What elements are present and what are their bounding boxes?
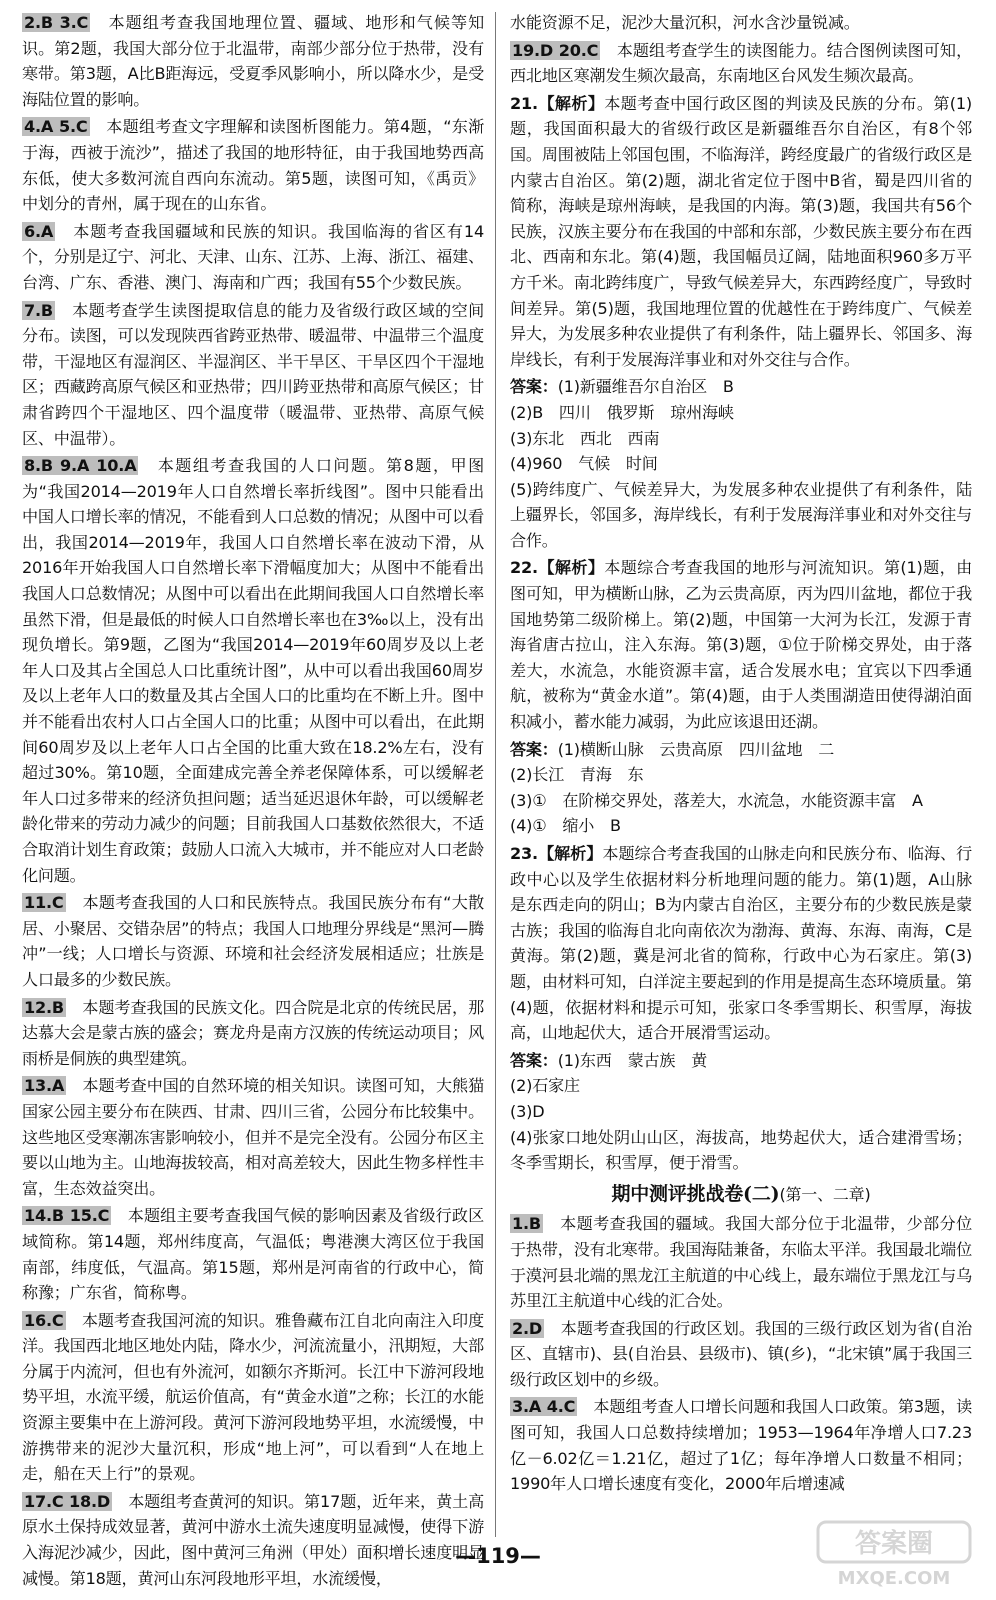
question-number: 19.D 20.C <box>512 40 599 60</box>
question-number: 14.B 15.C <box>24 1206 110 1226</box>
explanation-text: 本题组考查我国的人口问题。第8题，甲图为“我国2014—2019年人口自然增长率折线图”。图中只能看出中国人口增长率的情况，不能看到人口总数的情况；从图中可以看出，我国2014—2019年，我国人口自然增长率在波动下滑，从2016年开始我国人口自然增长率下滑幅度加大；从图中不能看出我国人口总数情况；从图中可以看出在此期间我国人口自然增长率虽然下滑，但是最低的时候人口自然增长率也在3‰以上，没有出现负增长。第9题，乙图为“我国2014—2019年60周岁及以上老年人口及其占全国总人口比重统计图”，从中可以看出我国60周岁及以上老年人口的数量及其占全国人口的比重均在不断上升。图中并不能看出农村人口占全国人口的比重；从图中可以看出，在此期间60周岁及以上老年人口占全国的比重大致在18.2%左右，没有超过30%。第10题，全面建成完善全养老保障体系，可以缓解老年人口过多带来的经济负担问题；适当延迟退休年龄，可以缓解老龄化带来的劳动力减少的问题；目前我国人口基数依然很大，不适合取消计划生育政策；鼓励人口流入大城市，并不能应对人口老龄化问题。 <box>22 456 484 885</box>
answer-line: (2)B 四川 俄罗斯 琼州海峡 <box>510 402 734 422</box>
answer-entry <box>22 114 484 216</box>
question-number: 12.B <box>24 997 64 1017</box>
answer-line: (2)长江 青海 东 <box>510 765 644 785</box>
answer-label: 答案： <box>510 1050 558 1070</box>
explanation-text: 本题组考查黄河的知识。第17题，近年来，黄土高原水土保持成效显著，黄河中游水土流失速度明显减慢，使得下游入海泥沙减少，因此，图中黄河三角洲（甲处）面积增长速度明显减慢。第18题，黄河山东河段地形平坦，水流缓慢， <box>22 1491 484 1588</box>
answer-label: 答案： <box>510 377 558 397</box>
answer-entry <box>510 1316 972 1393</box>
answer-entry <box>22 298 484 452</box>
answer-entry <box>510 1211 972 1313</box>
explanation-text: 本题组主要考查我国气候的影响因素及省级行政区域简称。第14题，郑州纬度高，气温低；粤港澳大湾区位于我国南部，纬度低，气温高。第15题，郑州是河南省的行政中心，简称豫；广东省，简称粤。 <box>22 1206 484 1303</box>
question-number: 7.B <box>24 300 53 320</box>
answer-line: (3)① 在阶梯交界处，落差大，水流急，水能资源丰富 A <box>510 790 923 810</box>
answer-entry <box>510 1394 972 1496</box>
answer-entry <box>510 841 972 1046</box>
explanation-text: 本题考查我国的民族文化。四合院是北京的传统民居，那达慕大会是蒙古族的盛会；赛龙舟是南方汉族的传统运动项目；风雨桥是侗族的典型建筑。 <box>22 997 484 1068</box>
question-number: 4.A 5.C <box>24 117 88 137</box>
page-number: —119— <box>455 1544 541 1568</box>
watermark-logo-icon <box>814 1518 974 1590</box>
explanation-text: 本题考查我国河流的知识。雅鲁藏布江自北向南注入印度洋。我国西北地区地处内陆，降水少，河流流量小，汛期短，大部分属于内流河，但也有外流河，如额尔齐斯河。长江中下游河段地势平坦，水流平缓，航运价值高，有“黄金水道”之称；长江的水能资源主要集中在上游河段。黄河下游河段地势平坦，水流缓慢，中游携带来的泥沙大量沉积，形成“地上河”，可以看到“人在地上走，船在天上行”的景观。 <box>22 1310 484 1484</box>
explanation-text: 本题组考查文字理解和读图析图能力。第4题，“东渐于海，西被于流沙”，描述了我国的地形特征，由于我国地势西高东低，使大多数河流自西向东流动。第5题，读图可知，《禹贡》中划分的青州，属于现在的山东省。 <box>22 117 485 214</box>
answer-line: (4)① 缩小 B <box>510 816 621 836</box>
explanation-text: 本题组考查人口增长问题和我国人口政策。第3题，读图可知，我国人口总数持续增加；1953—1964年净增人口7.23亿－6.02亿＝1.21亿，超过了1亿；每年净增人口数量不相同；1990年人口增长速度有变化，2000年后增速减 <box>510 1397 972 1494</box>
explanation-text: 本题考查我国的疆域。我国大部分位于北温带，少部分位于热带，没有北寒带。我国海陆兼备，东临太平洋。我国最北端位于漠河县北端的黑龙江主航道的中心线上，最东端位于黑龙江与乌苏里江主航道中心线的汇合处。 <box>510 1214 972 1311</box>
answer-line: (3)东北 西北 西南 <box>510 428 660 448</box>
question-number: 3.A 4.C <box>512 1397 576 1417</box>
question-number: 2.D <box>512 1318 543 1338</box>
svg-text:MXQE.COM: MXQE.COM <box>837 1568 951 1589</box>
answer-entry <box>22 10 484 112</box>
answer-entry <box>22 1308 484 1487</box>
answer-label: 答案： <box>510 739 558 759</box>
question-number: 17.C 18.D <box>24 1491 111 1511</box>
answer-line: (2)石家庄 <box>510 1076 580 1096</box>
answer-entry <box>22 219 484 296</box>
answer-line: (3)D <box>510 1101 545 1121</box>
answer-entry <box>22 890 484 992</box>
explanation-text: 本题组考查我国地理位置、疆域、地形和气候等知识。第2题，我国大部分位于北温带，南部少部分位于热带，没有寒带。第3题，A比B距海远，受夏季风影响小，所以降水少，是受海陆位置的影响。 <box>22 13 484 109</box>
question-number: 23.【解析】 <box>510 844 603 863</box>
answer-entry <box>22 1489 484 1591</box>
column-divider <box>495 12 496 1537</box>
explanation-text: 本题考查中国行政区图的判读及民族的分布。第(1)题，我国面积最大的省级行政区是新疆维吾尔自治区，有8个邻国。周围被陆上邻国包围，不临海洋，跨经度最广的省级行政区是内蒙古自治区。第(2)题，湖北省定位于图中B省，蜀是四川省的简称，海峡是琼州海峡，是我国的内海。第(3)题，我国共有56个民族，汉族主要分布在我国的中部和东部，少数民族主要分布在西北、西南和东北。第(4)题，我国幅员辽阔，陆地面积960多万平方千米。南北跨纬度广，导致气候差异大，东西跨经度广，导致时间差异。第(5)题，我国地理位置的优越性在于跨纬度广、气候差异大，为发展多种农业提供了有利条件，陆上疆界长、邻国多、海岸线长，有利于发展海洋事业和对外交往与合作。 <box>510 93 972 369</box>
explanation-text: 本题考查我国的人口和民族特点。我国民族分布有“大散居、小聚居、交错杂居”的特点；我国人口地理分界线是“黑河—腾冲”一线；人口增长与资源、环境和社会经济发展相适应；壮族是人口最多的少数民族。 <box>22 893 484 989</box>
answer-line: (4)张家口地处阴山山区，海拔高，地势起伏大，适合建滑雪场；冬季雪期长，积雪厚，便于滑雪。 <box>510 1127 972 1173</box>
answer-entry <box>22 995 484 1072</box>
explanation-text: 水能资源不足，泥沙大量沉积，河水含沙量锐减。 <box>510 13 860 32</box>
answer-entry <box>22 1073 484 1201</box>
answer-entry <box>510 38 972 89</box>
explanation-text: 本题考查中国的自然环境的相关知识。读图可知，大熊猫国家公园主要分布在陕西、甘肃、四川三省，公园分布比较集中。这些地区受寒潮冻害影响较小，但并不是完全没有。公园分布区主要以山地为主。山地海拔较高，相对高差较大，因此生物多样性丰富，生态效益突出。 <box>22 1076 484 1198</box>
right-column <box>510 10 972 1499</box>
svg-text:答案圈: 答案圈 <box>854 1529 934 1559</box>
question-number: 13.A <box>24 1076 65 1096</box>
left-column <box>22 10 484 1593</box>
explanation-text: 本题综合考查我国的山脉走向和民族分布、临海、行政中心以及学生依据材料分析地理问题的能力。第(1)题，A山脉是东西走向的阴山；B为内蒙古自治区，主要分布的少数民族是蒙古族；我国的临海自北向南依次为渤海、黄海、东海、南海，C是黄海。第(2)题，冀是河北省的简称，行政中心为石家庄。第(3)题，由材料可知，白洋淀主要起到的作用是提高生态环境质量。第(4)题，依据材料和提示可知，张家口冬季雪期长、积雪厚，海拔高，山地起伏大，适合开展滑雪运动。 <box>510 844 972 1043</box>
explanation-text: 本题考查我国疆域和民族的知识。我国临海的省区有14个，分别是辽宁、河北、天津、山东、江苏、上海、浙江、福建、台湾、广东、香港、澳门、海南和广西；我国有55个少数民族。 <box>22 221 484 292</box>
answer-line: 答案：(1)东西 蒙古族 黄 <box>510 1050 708 1070</box>
question-number: 2.B 3.C <box>24 13 89 32</box>
question-number: 21.【解析】 <box>510 93 605 113</box>
answer-line: 答案：(1)新疆维吾尔自治区 B <box>510 377 734 397</box>
answer-line: (5)跨纬度广、气候差异大，为发展多种农业提供了有利条件，陆上疆界长，邻国多，海岸线长，有利于发展海洋事业和对外交往与合作。 <box>510 479 972 550</box>
answer-entry <box>510 555 972 734</box>
explanation-text: 本题考查我国的行政区划。我国的三级行政区划为省(自治区、直辖市)、县(自治县、县级市)、镇(乡)，“北宋镇”属于我国三级行政区划中的乡级。 <box>510 1318 972 1389</box>
answer-entry-continued <box>510 10 972 36</box>
question-number: 22.【解析】 <box>510 558 605 578</box>
explanation-text: 本题考查学生读图提取信息的能力及省级行政区域的空间分布。读图，可以发现陕西省跨亚热带、暖温带、中温带三个温度带，干湿地区有湿润区、半湿润区、半干旱区、干旱区四个干湿地区；西藏跨高原气候区和亚热带；四川跨亚热带和高原气候区；甘肃省跨四个干湿地区、四个温度带（暖温带、亚热带、高原气候区、中温带）。 <box>22 300 484 448</box>
answer-entry <box>22 453 484 888</box>
question-number: 16.C <box>24 1310 64 1330</box>
answer-line: (4)960 气候 时间 <box>510 454 658 474</box>
section-title: 期中测评挑战卷(二)(第一、二章) <box>611 1182 871 1205</box>
question-number: 8.B 9.A 10.A <box>24 456 137 476</box>
explanation-text: 本题综合考查我国的地形与河流知识。第(1)题，由图可知，甲为横断山脉，乙为云贵高原，丙为四川盆地，都位于我国地势第二级阶梯上。第(2)题，中国第一大河为长江，发源于青海省唐古拉山，注入东海。第(3)题，①位于阶梯交界处，由于落差大，水流急，水能资源丰富，适合发展水电；宜宾以下四季通航，被称为“黄金水道”。第(4)题，由于人类围湖造田使得湖泊面积减小，蓄水能力减弱，为此应该退田还湖。 <box>510 558 972 732</box>
explanation-text: 本题组考查学生的读图能力。结合图例读图可知，西北地区寒潮发生频次最高，东南地区台风发生频次最高。 <box>510 40 972 86</box>
question-number: 11.C <box>24 893 64 913</box>
answer-entry <box>510 91 972 373</box>
question-number: 1.B <box>512 1214 541 1234</box>
question-number: 6.A <box>24 221 54 241</box>
answer-entry <box>22 1203 484 1305</box>
answer-line: 答案：(1)横断山脉 云贵高原 四川盆地 二 <box>510 739 835 759</box>
